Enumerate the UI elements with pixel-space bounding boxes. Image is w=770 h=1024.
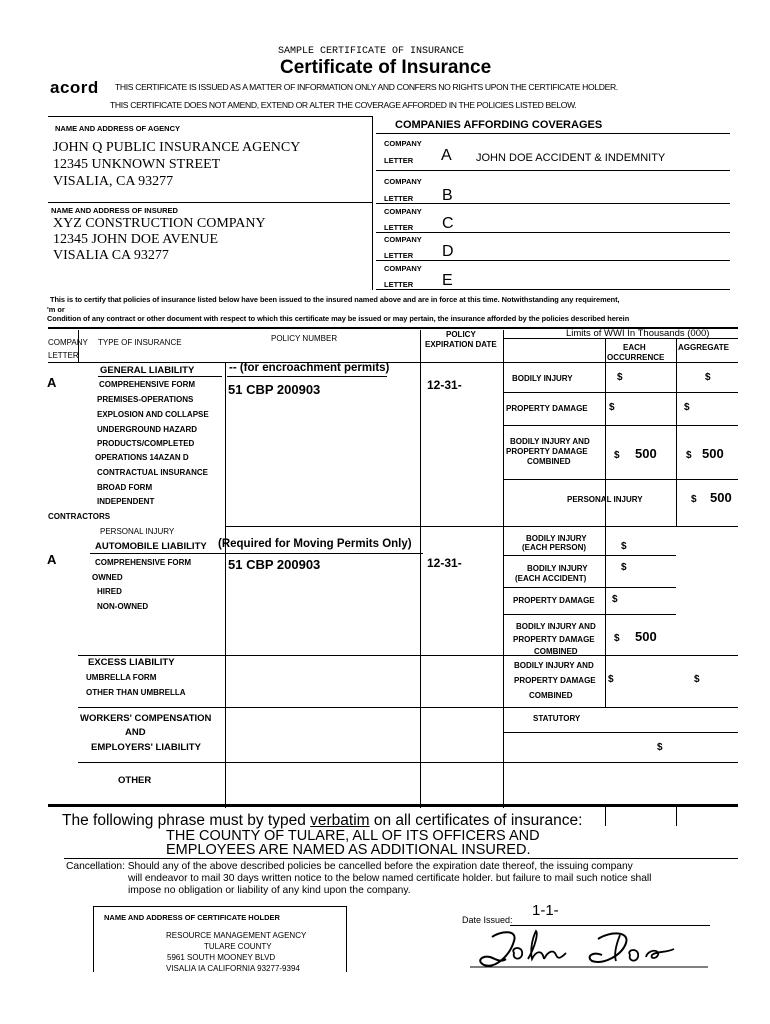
company-letter-c: C [442, 215, 454, 232]
divider [503, 392, 738, 393]
divider [93, 906, 346, 907]
company-a-name: JOHN DOE ACCIDENT & INDEMNITY [476, 152, 666, 164]
company-label: COMPANY [384, 235, 422, 244]
col-policy: POLICY [446, 330, 476, 339]
auto-combined-value: 500 [635, 629, 657, 644]
dollar-sign: $ [612, 594, 618, 605]
divider [48, 362, 738, 363]
date-issued-label: Date Issued: [462, 915, 513, 925]
company-label: COMPANY [384, 264, 422, 273]
divider [503, 732, 738, 733]
divider [605, 526, 606, 656]
company-label: COMPANY [384, 139, 422, 148]
divider [78, 655, 738, 656]
divider [503, 555, 676, 556]
letter-label: LETTER [384, 156, 414, 165]
general-liability-title: GENERAL LIABILITY [100, 365, 195, 376]
bodily-injury-label: BODILY INJURY [512, 374, 573, 383]
bi-each-accident-label: (EACH ACCIDENT) [515, 574, 587, 583]
auto-expiration: 12-31- [427, 556, 462, 570]
col-each: EACH [623, 343, 646, 352]
coverage-item: UNDERGROUND HAZARD [97, 425, 197, 434]
divider [64, 858, 738, 859]
holder-line-3: 5961 SOUTH MOONEY BLVD [167, 953, 276, 962]
combined-label: BODILY INJURY AND [514, 661, 594, 670]
coverage-item: PERSONAL INJURY [100, 527, 175, 536]
coverage-item: BROAD FORM [97, 483, 153, 492]
dollar-sign: $ [686, 450, 692, 461]
divider [376, 289, 730, 290]
bi-each-accident-label: BODILY INJURY [527, 564, 588, 573]
phrase-text: on all certificates of insurance: [369, 812, 583, 829]
divider [48, 202, 372, 203]
insured-label: NAME AND ADDRESS OF INSURED [51, 206, 178, 215]
divider [376, 260, 730, 261]
col-type: TYPE OF INSURANCE [98, 338, 182, 347]
divider [93, 906, 94, 972]
divider [346, 906, 347, 972]
divider [420, 330, 421, 808]
coverage-item: OTHER THAN UMBRELLA [86, 688, 186, 697]
divider [225, 526, 738, 527]
col-letter: LETTER [48, 351, 79, 360]
divider [376, 203, 730, 204]
divider [227, 376, 387, 377]
table-bottom-rule [48, 804, 738, 807]
workers-comp-title: WORKERS' COMPENSATION [80, 713, 212, 724]
combined-each-value: 500 [635, 446, 657, 461]
company-letter-a: A [441, 147, 452, 164]
company-letter-e: E [442, 272, 453, 289]
letter-label: LETTER [384, 194, 414, 203]
personal-injury-label: PERSONAL INJURY [567, 495, 643, 504]
col-aggregate: AGGREGATE [678, 343, 729, 352]
divider [605, 655, 606, 707]
company-letter-b: B [442, 187, 453, 204]
workers-comp-and: AND [125, 727, 146, 738]
auto-company-letter: A [47, 552, 57, 567]
coverage-item: OPERATIONS 14AZAN D [95, 453, 189, 462]
divider [676, 806, 677, 826]
dollar-sign: $ [614, 633, 620, 644]
certify-line-2: 'm or [47, 305, 65, 314]
dollar-sign: $ [621, 562, 627, 573]
divider [376, 232, 730, 233]
coverage-item: OWNED [92, 573, 123, 582]
cancellation-line-1: Cancellation: Should any of the above described policies be cancelled before the expiration date thereof, the issuing company [66, 861, 633, 872]
combined-label: PROPERTY DAMAGE [514, 676, 596, 685]
combined-label: BODILY INJURY AND [516, 622, 596, 631]
holder-label: NAME AND ADDRESS OF CERTIFICATE HOLDER [104, 913, 280, 922]
insured-city: VISALIA CA 93277 [53, 248, 169, 263]
insured-name: XYZ CONSTRUCTION COMPANY [53, 216, 266, 231]
coverage-item: COMPREHENSIVE FORM [99, 380, 196, 389]
divider [225, 362, 226, 808]
statutory-label: STATUTORY [533, 714, 581, 723]
general-policy-number: 51 CBP 200903 [228, 382, 321, 397]
dollar-sign: $ [608, 674, 614, 685]
property-damage-label: PROPERTY DAMAGE [506, 404, 588, 413]
dollar-sign: $ [691, 494, 697, 505]
divider [90, 553, 423, 554]
company-label: COMPANY [384, 177, 422, 186]
acord-logo: acord [50, 78, 99, 97]
bi-each-person-label: (EACH PERSON) [522, 543, 587, 552]
agency-street: 12345 UNKNOWN STREET [53, 157, 221, 172]
certify-line-1: This is to certify that policies of insurance listed below have been issued to the insured named above and are in force at this time. Notwithstanding any requirement, [50, 295, 620, 304]
divider [605, 806, 606, 826]
divider [503, 614, 676, 615]
combined-label: COMBINED [534, 647, 578, 656]
divider [78, 330, 79, 362]
holder-line-1: RESOURCE MANAGEMENT AGENCY [166, 931, 307, 940]
divider [676, 338, 677, 526]
combined-aggregate-value: 500 [702, 446, 724, 461]
dollar-sign: $ [621, 541, 627, 552]
col-expiration: EXPIRATION DATE [425, 340, 497, 349]
col-limits: Limits of WWI In Thousands (000) [566, 328, 710, 339]
agency-city: VISALIA, CA 93277 [53, 174, 174, 189]
cancellation-line-3: impose no obligation or liability of any kind upon the company. [128, 885, 411, 896]
divider [78, 707, 738, 708]
dollar-sign: $ [614, 450, 620, 461]
combined-label: COMBINED [529, 691, 573, 700]
divider [503, 425, 738, 426]
auto-note: (Required for Moving Permits Only) [218, 538, 412, 550]
divider [78, 762, 738, 763]
coverage-item: CONTRACTUAL INSURANCE [97, 468, 208, 477]
dollar-sign: $ [657, 742, 663, 753]
bi-each-person-label: BODILY INJURY [526, 534, 587, 543]
phrase-line-3: EMPLOYEES ARE NAMED AS ADDITIONAL INSURED. [166, 842, 531, 858]
company-label: COMPANY [384, 207, 422, 216]
dollar-sign: $ [609, 402, 615, 413]
other-label: OTHER [118, 775, 152, 786]
combined-label: COMBINED [527, 457, 571, 466]
coverage-item: PREMISES-OPERATIONS [97, 395, 194, 404]
coverage-item: PRODUCTS/COMPLETED [97, 439, 195, 448]
notice-line-2: THIS CERTIFICATE DOES NOT AMEND, EXTEND OR ALTER THE COVERAGE AFFORDED IN THE POLICIES LISTED BELOW. [110, 100, 577, 110]
divider [48, 116, 372, 117]
company-letter-d: D [442, 243, 454, 260]
coverage-item: NON-OWNED [97, 602, 149, 611]
certify-line-3: Condition of any contract or other document with respect to which this certificate may be issued or may pertain, the insurance afforded by the policies described herein [47, 314, 630, 323]
auto-liability-title: AUTOMOBILE LIABILITY [95, 541, 207, 552]
companies-heading: COMPANIES AFFORDING COVERAGES [395, 119, 603, 131]
coverage-item: COMPREHENSIVE FORM [95, 558, 192, 567]
excess-liability-title: EXCESS LIABILITY [88, 657, 175, 668]
phrase-text: The following phrase must by typed [62, 812, 311, 829]
coverage-item: CONTRACTORS [48, 512, 111, 521]
coverage-item: HIRED [97, 587, 122, 596]
coverage-item: UMBRELLA FORM [86, 673, 157, 682]
combined-label: BODILY INJURY AND [510, 437, 590, 446]
col-policy-number: POLICY NUMBER [271, 334, 338, 343]
agency-label: NAME AND ADDRESS OF AGENCY [55, 124, 181, 133]
date-issued-value: 1-1- [532, 902, 559, 919]
divider [503, 338, 738, 339]
notice-line-1: THIS CERTIFICATE IS ISSUED AS A MATTER OF INFORMATION ONLY AND CONFERS NO RIGHTS UPON THE CERTIFICATE HOLDER. [115, 82, 618, 92]
divider [503, 479, 738, 480]
property-damage-label: PROPERTY DAMAGE [513, 596, 595, 605]
col-occurrence: OCCURRENCE [607, 353, 665, 362]
dollar-sign: $ [694, 674, 700, 685]
phrase-line-2: THE COUNTY OF TULARE, ALL OF ITS OFFICERS AND [166, 828, 540, 844]
divider [503, 330, 504, 808]
general-note: -- (for encroachment permits) [229, 362, 390, 374]
dollar-sign: $ [705, 372, 711, 383]
sample-heading: SAMPLE CERTIFICATE OF INSURANCE [278, 46, 465, 57]
letter-label: LETTER [384, 223, 414, 232]
holder-line-2: TULARE COUNTY [204, 942, 272, 951]
divider [376, 170, 730, 171]
auto-policy-number: 51 CBP 200903 [228, 557, 321, 572]
agency-name: JOHN Q PUBLIC INSURANCE AGENCY [53, 140, 301, 155]
general-company-letter: A [47, 375, 57, 390]
divider [372, 116, 373, 290]
combined-label: PROPERTY DAMAGE [506, 447, 588, 456]
signature [470, 925, 710, 973]
col-company: COMPANY [48, 338, 88, 347]
divider [98, 376, 222, 377]
dollar-sign: $ [617, 372, 623, 383]
insured-street: 12345 JOHN DOE AVENUE [53, 232, 219, 247]
coverage-item: EXPLOSION AND COLLAPSE [97, 410, 209, 419]
dollar-sign: $ [684, 402, 690, 413]
holder-line-4: VISALIA IA CALIFORNIA 93277-9394 [166, 964, 300, 972]
letter-label: LETTER [384, 251, 414, 260]
general-expiration: 12-31- [427, 378, 462, 392]
divider [503, 587, 676, 588]
page-title: Certificate of Insurance [280, 57, 492, 78]
coverage-item: INDEPENDENT [97, 497, 155, 506]
letter-label: LETTER [384, 280, 414, 289]
personal-aggregate-value: 500 [710, 490, 732, 505]
phrase-verbatim: verbatim [310, 812, 370, 829]
employers-liability-title: EMPLOYERS' LIABILITY [91, 742, 201, 753]
cancellation-line-2: will endeavor to mail 30 days written notice to the below named certificate holder. but failure to mail such notice shall [128, 873, 652, 884]
divider [376, 133, 730, 134]
combined-label: PROPERTY DAMAGE [513, 635, 595, 644]
